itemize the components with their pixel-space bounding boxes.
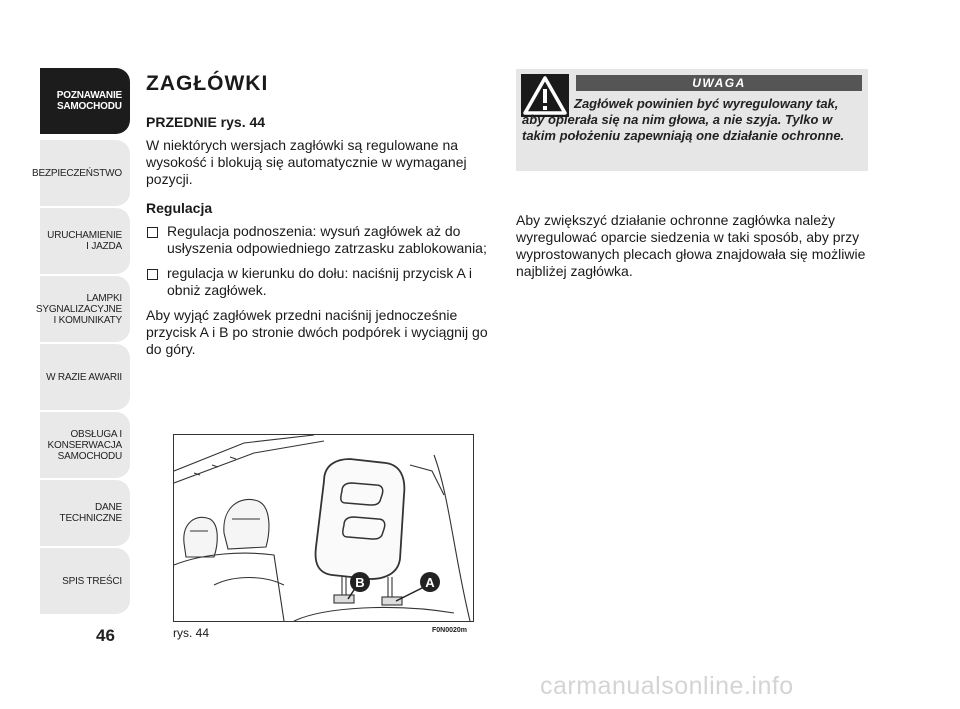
page-number: 46 bbox=[96, 626, 115, 645]
left-column bbox=[146, 72, 498, 370]
list-item-text: Regulacja podnoszenia: wysuń zagłówek aż do usłyszenia odpowiedniego zatrzasku zablokowania; bbox=[167, 223, 487, 256]
tab-label: BEZPIECZEŃSTWO bbox=[32, 167, 122, 179]
tab-label: URUCHAMIENIE I JAZDA bbox=[47, 230, 122, 252]
list-item-text: regulacja w kierunku do dołu: naciśnij przycisk A i obniż zagłówek. bbox=[167, 265, 473, 298]
tab-spis-tresci[interactable] bbox=[40, 548, 130, 614]
warning-box bbox=[516, 69, 868, 171]
tab-lampki-sygnalizacyjne[interactable] bbox=[35, 276, 130, 342]
right-paragraph: Aby zwiększyć działanie ochronne zagłówka należy wyregulować oparcie siedzenia w taki sposób, aby przy wyprostowanych plecach głowa znajdowała się możliwie najbliżej zagłówka. bbox=[516, 212, 866, 279]
section-heading-front: PRZEDNIE rys. 44 bbox=[146, 114, 266, 130]
tab-uruchamianie-i-jazda[interactable] bbox=[40, 208, 130, 274]
checkbox-bullet-icon bbox=[147, 269, 158, 280]
tab-bezpieczenstwo[interactable] bbox=[32, 140, 130, 206]
callout-a-label: A bbox=[425, 575, 435, 590]
intro-paragraph: W niektórych wersjach zagłówki są regulowane na wysokość i blokują się automatycznie w wymaganej pozycji. bbox=[146, 137, 467, 187]
page-title: ZAGŁÓWKI bbox=[146, 72, 269, 95]
watermark: carmanualsonline.info bbox=[540, 672, 794, 700]
removal-paragraph: Aby wyjąć zagłówek przedni naciśnij jednocześnie przycisk A i B po stronie dwóch podpórek i wyciągnij go do góry. bbox=[146, 307, 488, 357]
headrest-illustration bbox=[173, 434, 474, 622]
warning-header: UWAGA bbox=[576, 75, 862, 91]
tab-label: OBSŁUGA I KONSERWACJA SAMOCHODU bbox=[47, 428, 122, 462]
tab-label: W RAZIE AWARII bbox=[46, 371, 122, 383]
figure-caption: rys. 44 bbox=[173, 626, 210, 640]
tab-label: DANE TECHNICZNE bbox=[59, 502, 122, 524]
tab-w-razie-awarii[interactable] bbox=[40, 344, 130, 410]
section-heading-adjustment: Regulacja bbox=[146, 200, 213, 216]
list-item bbox=[146, 223, 498, 257]
checkbox-bullet-icon bbox=[147, 227, 158, 238]
tab-dane-techniczne[interactable] bbox=[40, 480, 130, 546]
tab-label: POZNAWANIE SAMOCHODU bbox=[56, 90, 122, 112]
tab-poznawanie-samochodu[interactable] bbox=[40, 68, 130, 134]
list-item bbox=[146, 265, 498, 299]
tab-obsluga-i-konserwacja[interactable] bbox=[40, 412, 130, 478]
warning-text: Zagłówek powinien być wyregulowany tak, aby opierała się na nim głowa, a nie szyja. Tylko w takim położeniu zapewniają one działanie ochronne. bbox=[522, 96, 845, 143]
tab-label: SPIS TREŚCI bbox=[62, 575, 122, 587]
figure-code: F0N0020m bbox=[432, 627, 468, 634]
tab-label: LAMPKI SYGNALIZACYJNE I KOMUNIKATY bbox=[35, 292, 122, 326]
callout-b-label: B bbox=[355, 575, 365, 590]
